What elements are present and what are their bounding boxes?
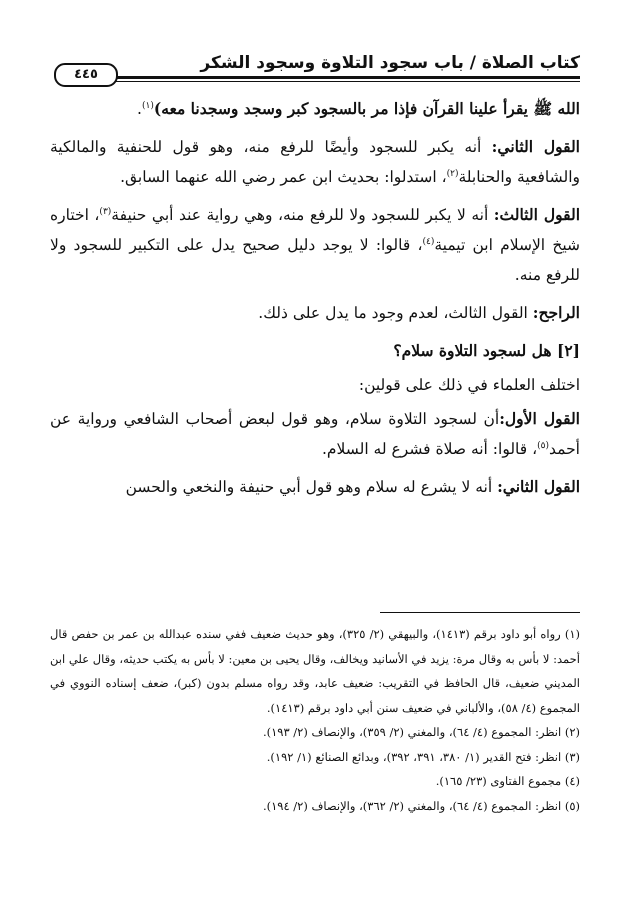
second-opinion-text: أنه يكبر للسجود وأيضًا للرفع منه، وهو قول للحنفية والمالكية والشافعية والحنابلة bbox=[50, 138, 580, 186]
footnote-2: (٢) انظر: المجموع (٤/ ٦٤)، والمغني (٢/ ٣٥٩)، والإنصاف (٢/ ١٩٣). bbox=[262, 725, 580, 739]
first-opinion-text: أن لسجود التلاوة سلام، وهو قول لبعض أصحاب الشافعي ورواية عن أحمد bbox=[50, 410, 580, 458]
footnote-1: (١) رواه أبو داود برقم (١٤١٣)، والبيهقي (٢/ ٣٢٥)، وهو حديث ضعيف ففي سنده عبدالله بن عمر بن حفص قال أحمد: لا بأس به وقال مرة: يزيد في الأسانيد ويخالف، وقال يحيى بن معين: لا بأس به يكتب حديثه، وقال علي ابن المديني ضعيف، قال الحافظ في التقريب: ضعيف عابد، وقد رواه مسلم بدون (كبر)، ضعف إسناده النووي في المجموع (٤/ ٥٨)، والألباني في ضعيف سنن أبي داود برقم (١٤١٣). bbox=[50, 627, 580, 715]
preferred-lead: الراجح: bbox=[532, 303, 580, 322]
second-opinion-b-text: أنه لا يشرع له سلام وهو قول أبي حنيفة والنخعي والحسن bbox=[125, 478, 498, 496]
paragraph-hadith-end bbox=[50, 94, 580, 124]
section-heading: [٢] هل لسجود التلاوة سلام؟ bbox=[393, 341, 580, 360]
hadith-end: . bbox=[137, 100, 142, 118]
paragraph-second-opinion bbox=[50, 132, 580, 192]
third-opinion-text-2: ، اختاره شيخ الإسلام ابن تيمية bbox=[50, 206, 580, 254]
footnote-ref-3[interactable]: (٣) bbox=[99, 206, 112, 217]
third-opinion-lead: القول الثالث: bbox=[493, 205, 580, 224]
footnote-5: (٥) انظر: المجموع (٤/ ٦٤)، والمغني (٢/ ٣٦٢)، والإنصاف (٢/ ١٩٤). bbox=[262, 798, 580, 813]
running-title: كتاب الصلاة / باب سجود التلاوة وسجود الشكر bbox=[200, 53, 580, 73]
paragraph-first-opinion bbox=[50, 404, 580, 464]
paragraph-disagreement: اختلف العلماء في ذلك على قولين: bbox=[358, 376, 580, 394]
page-number: ٤٤٥ bbox=[54, 63, 118, 87]
second-opinion-b-lead: القول الثاني: bbox=[497, 477, 580, 496]
first-opinion-text-2: ، قالوا: أنه صلاة فشرع له السلام. bbox=[322, 440, 538, 458]
header-rule bbox=[90, 76, 580, 79]
body-text bbox=[50, 94, 580, 510]
preferred-text: القول الثالث، لعدم وجود ما يدل على ذلك. bbox=[258, 304, 533, 322]
footnote-ref-1[interactable]: (١) bbox=[141, 100, 154, 111]
paragraph-third-opinion bbox=[50, 200, 580, 290]
footnote-ref-5[interactable]: (٥) bbox=[537, 440, 549, 451]
footnote-separator bbox=[380, 612, 580, 613]
paragraph-preferred bbox=[50, 298, 580, 328]
paragraph-second-opinion-b bbox=[50, 472, 580, 502]
page-header bbox=[50, 52, 580, 86]
third-opinion-text-3: ، قالوا: لا يوجد دليل صحيح يدل على التكبير للسجود ولا للرفع منه. bbox=[50, 236, 580, 284]
footnote-4: (٤) مجموع الفتاوى (٢٣/ ١٦٥). bbox=[435, 774, 580, 788]
footnote-3: (٣) انظر: فتح القدير (١/ ٣٨٠، ٣٩١، ٣٩٢)، وبدائع الصنائع (١/ ١٩٢). bbox=[266, 749, 580, 764]
third-opinion-text: أنه لا يكبر للسجود ولا للرفع منه، وهي رواية عند أبي حنيفة bbox=[111, 206, 494, 224]
hadith-text: الله ﷺ يقرأ علينا القرآن فإذا مر بالسجود كبر وسجد وسجدنا معه) bbox=[153, 99, 580, 118]
footnote-ref-4[interactable]: (٤) bbox=[422, 236, 435, 247]
second-opinion-lead: القول الثاني: bbox=[491, 137, 580, 156]
footnote-ref-2[interactable]: (٢) bbox=[446, 168, 459, 179]
first-opinion-lead: القول الأول: bbox=[499, 409, 580, 428]
second-opinion-text-2: ، استدلوا: بحديث ابن عمر رضي الله عنهما السابق. bbox=[120, 168, 447, 186]
footnotes bbox=[50, 622, 580, 818]
header-rule-thin bbox=[90, 81, 580, 82]
